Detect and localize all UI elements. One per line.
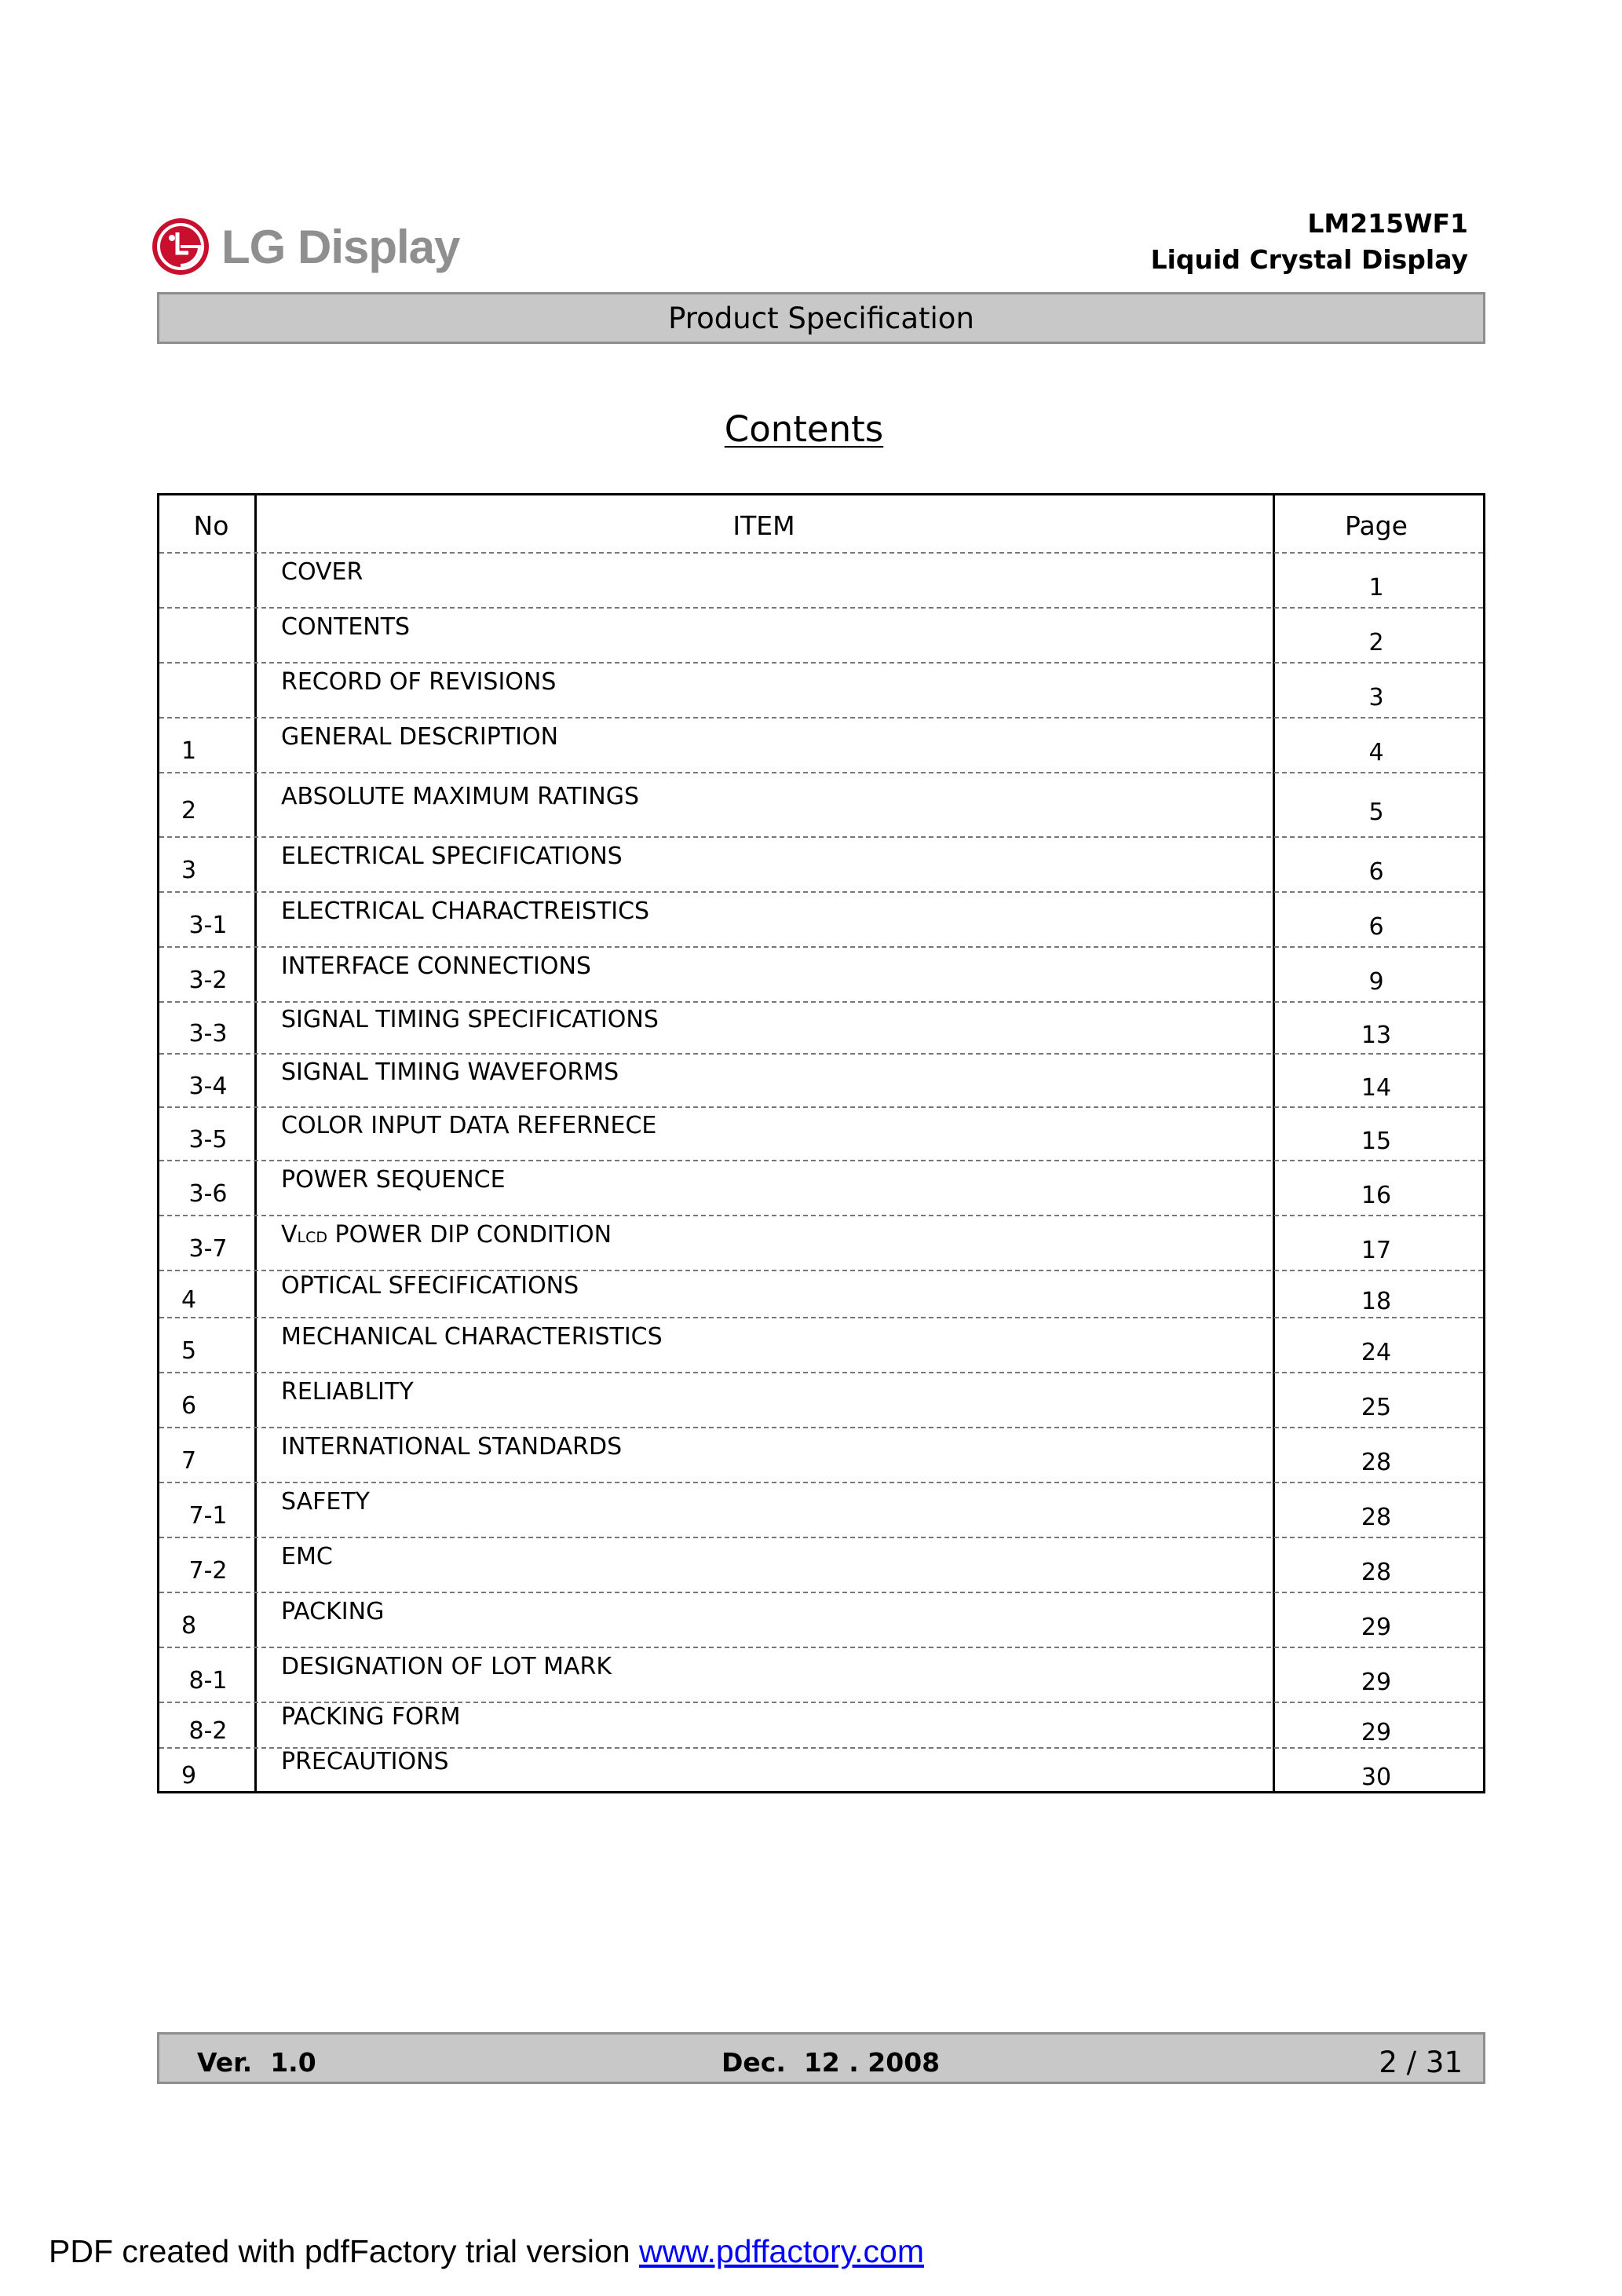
document-model-block — [1151, 206, 1468, 278]
toc-row-item: CONTENTS — [281, 613, 411, 641]
toc-row-page: 28 — [1361, 1504, 1392, 1531]
page-title: Contents — [724, 408, 884, 450]
toc-row-no: 9 — [181, 1762, 197, 1790]
row-divider — [159, 772, 1483, 773]
toc-row-page: 29 — [1361, 1669, 1392, 1696]
toc-row-no: 3-4 — [188, 1073, 228, 1100]
row-divider — [159, 717, 1483, 718]
toc-row-no: 3-2 — [188, 967, 228, 994]
product-type: Liquid Crystal Display — [1150, 244, 1468, 275]
pdf-watermark-note — [49, 2233, 924, 2270]
model-number: LM215WF1 — [1307, 208, 1468, 239]
item-prefix: V — [281, 1221, 298, 1249]
row-divider — [159, 1592, 1483, 1593]
footer-version: Ver. 1.0 — [197, 2047, 316, 2078]
row-divider — [159, 836, 1483, 838]
toc-row-page: 17 — [1361, 1237, 1392, 1264]
row-divider — [159, 946, 1483, 948]
toc-row-item: EMC — [281, 1543, 333, 1570]
row-divider — [159, 1106, 1483, 1108]
toc-row-item: PACKING — [281, 1598, 385, 1625]
toc-row-no: 8-2 — [188, 1717, 228, 1745]
toc-row-page: 30 — [1361, 1764, 1392, 1791]
pdffactory-link[interactable]: www.pdffactory.com — [638, 2233, 924, 2269]
toc-row-no: 6 — [181, 1392, 197, 1420]
toc-row-no: 7-2 — [188, 1557, 228, 1585]
toc-row-item: COVER — [281, 558, 363, 586]
item-subscript: LCD — [297, 1229, 328, 1246]
footer-bar — [157, 2032, 1485, 2084]
toc-row-page: 13 — [1361, 1022, 1392, 1049]
spec-title-bar — [157, 292, 1485, 344]
header-no: No — [193, 510, 229, 541]
toc-row-item: POWER SEQUENCE — [281, 1166, 506, 1194]
item-text: POWER DIP CONDITION — [327, 1221, 612, 1249]
toc-row-item: ELECTRICAL CHARACTREISTICS — [281, 898, 650, 925]
toc-row-item: COLOR INPUT DATA REFERNECE — [281, 1112, 657, 1139]
toc-row-page: 29 — [1361, 1719, 1392, 1746]
toc-row-item: DESIGNATION OF LOT MARK — [281, 1653, 612, 1680]
row-divider — [159, 1053, 1483, 1055]
logo-wordmark: LG Display — [221, 220, 460, 273]
toc-row-page: 18 — [1361, 1288, 1392, 1315]
row-divider — [159, 1482, 1483, 1483]
toc-row-page: 6 — [1368, 858, 1384, 886]
toc-row-no: 7-1 — [188, 1502, 228, 1530]
row-divider — [159, 1160, 1483, 1161]
toc-row-page: 15 — [1361, 1128, 1392, 1155]
toc-row-item: MECHANICAL CHARACTERISTICS — [281, 1323, 663, 1351]
toc-row-no: 3-7 — [188, 1235, 228, 1263]
toc-row-page: 25 — [1361, 1394, 1392, 1421]
toc-row-item: SAFETY — [281, 1488, 370, 1515]
toc-row-item: PACKING FORM — [281, 1703, 461, 1731]
toc-row-no: 2 — [181, 797, 197, 824]
toc-row-page: 6 — [1368, 913, 1384, 941]
toc-row-page: 1 — [1368, 574, 1384, 601]
toc-row-no: 3-1 — [188, 912, 228, 939]
toc-row-page: 3 — [1368, 684, 1384, 711]
toc-row-item: INTERFACE CONNECTIONS — [281, 952, 591, 980]
toc-row-item: OPTICAL SFECIFICATIONS — [281, 1272, 579, 1300]
toc-row-no: 3-5 — [188, 1126, 228, 1153]
toc-row-no: 1 — [181, 737, 197, 765]
toc-row-item: SIGNAL TIMING WAVEFORMS — [281, 1058, 619, 1086]
row-divider — [159, 1270, 1483, 1271]
header-item: ITEM — [732, 510, 795, 541]
toc-row-page: 9 — [1368, 968, 1384, 996]
lg-face-logo-icon — [151, 217, 210, 276]
lg-display-logo — [151, 215, 459, 278]
row-divider — [159, 1215, 1483, 1216]
toc-row-item — [281, 1223, 612, 1247]
toc-row-page: 2 — [1368, 629, 1384, 656]
contents-table — [157, 493, 1485, 1793]
toc-row-page: 28 — [1361, 1449, 1392, 1476]
spec-title: Product Specification — [668, 301, 974, 335]
toc-row-no: 3 — [181, 857, 197, 884]
toc-row-no: 4 — [181, 1286, 197, 1314]
toc-row-item: ABSOLUTE MAXIMUM RATINGS — [281, 783, 640, 810]
row-divider — [159, 552, 1483, 554]
toc-row-no: 3-6 — [188, 1180, 228, 1208]
toc-row-item: PRECAUTIONS — [281, 1748, 449, 1775]
row-divider — [159, 891, 1483, 893]
toc-row-no: 8-1 — [188, 1667, 228, 1695]
toc-row-no: 5 — [181, 1337, 197, 1365]
header-page: Page — [1345, 510, 1408, 541]
toc-row-page: 4 — [1368, 739, 1384, 766]
footer-page-number: 2 / 31 — [1379, 2046, 1463, 2079]
toc-row-no: 8 — [181, 1612, 197, 1640]
toc-row-item: INTERNATIONAL STANDARDS — [281, 1433, 623, 1461]
toc-row-page: 5 — [1368, 799, 1384, 826]
row-divider — [159, 1537, 1483, 1538]
toc-row-page: 29 — [1361, 1614, 1392, 1641]
toc-row-no: 7 — [181, 1447, 197, 1475]
row-divider — [159, 1372, 1483, 1373]
row-divider — [159, 607, 1483, 609]
toc-row-page: 16 — [1361, 1182, 1392, 1209]
toc-row-item: SIGNAL TIMING SPECIFICATIONS — [281, 1006, 659, 1033]
row-divider — [159, 1427, 1483, 1428]
toc-row-page: 24 — [1361, 1339, 1392, 1366]
toc-row-item: RELIABLITY — [281, 1378, 414, 1406]
row-divider — [159, 1647, 1483, 1648]
toc-row-item: GENERAL DESCRIPTION — [281, 723, 559, 751]
footer-date: Dec. 12 . 2008 — [721, 2047, 941, 2078]
row-divider — [159, 1001, 1483, 1003]
toc-row-page: 28 — [1361, 1559, 1392, 1586]
row-divider — [159, 1317, 1483, 1318]
toc-row-item: RECORD OF REVISIONS — [281, 668, 557, 696]
pdf-note-text: PDF created with pdfFactory trial version — [49, 2233, 639, 2269]
toc-row-page: 14 — [1361, 1074, 1392, 1102]
toc-row-item: ELECTRICAL SPECIFICATIONS — [281, 843, 623, 870]
toc-row-no: 3-3 — [188, 1020, 228, 1047]
row-divider — [159, 662, 1483, 664]
